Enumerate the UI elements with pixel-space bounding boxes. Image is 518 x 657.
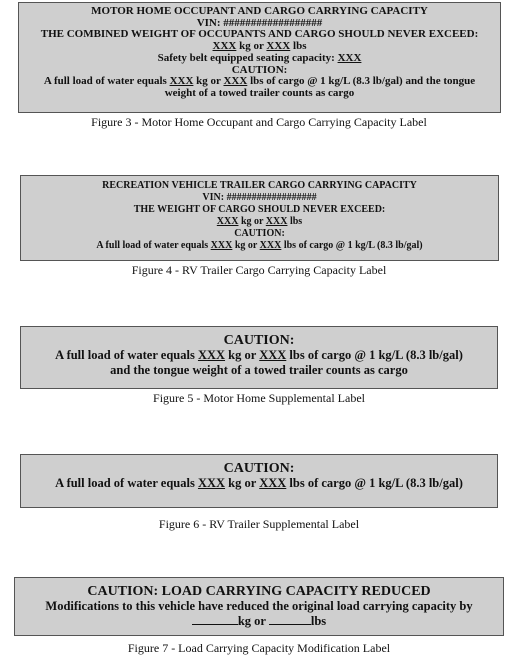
vin-label: VIN: (202, 192, 225, 203)
figure-6-caption: Figure 6 - RV Trailer Supplemental Label (158, 517, 360, 531)
tongue-weight-line: weight of a towed trailer counts as cargo (164, 86, 355, 99)
capacity-values-line (21, 216, 498, 228)
tongue-weight-line: and the tongue weight of a towed trailer counts as cargo (110, 363, 408, 377)
water-lbs-value: XXX (259, 476, 287, 490)
motor-home-capacity-label (18, 2, 501, 113)
caution-heading: CAUTION: (223, 461, 295, 476)
motor-home-supplemental-label (20, 326, 498, 389)
kg-or-text: kg or (239, 40, 264, 53)
water-lbs-value: XXX (259, 348, 287, 362)
vin-label: VIN: (196, 16, 221, 29)
water-suffix: lbs of cargo @ 1 kg/L (8.3 lb/gal) (289, 348, 463, 362)
water-lbs-value: XXX (259, 240, 282, 251)
figure-7-caption: Figure 7 - Load Carrying Capacity Modification Label (127, 641, 391, 655)
water-suffix: lbs of cargo @ 1 kg/L (8.3 lb/gal) and the tongue (250, 75, 476, 88)
kg-or-text: kg or (240, 216, 264, 227)
lbs-unit: lbs (310, 614, 327, 628)
water-load-line (21, 240, 498, 252)
vin-value: ################## (223, 16, 323, 29)
caution-heading: CAUTION: (231, 63, 288, 76)
reduction-values-line (15, 614, 503, 629)
water-prefix: A full load of water equals (43, 75, 167, 88)
figure-4-caption: Figure 4 - RV Trailer Cargo Carrying Capacity Label (131, 263, 387, 277)
seating-capacity-line (19, 53, 500, 65)
modification-notice: Modifications to this vehicle have reduced the original load carrying capacity by (45, 599, 473, 613)
capacity-kg-value: XXX (212, 40, 237, 53)
never-exceed-heading: THE WEIGHT OF CARGO SHOULD NEVER EXCEED: (133, 204, 386, 215)
water-kg-value: XXX (197, 476, 226, 490)
label-title: MOTOR HOME OCCUPANT AND CARGO CARRYING CAPACITY (91, 5, 428, 17)
water-kg-or: kg or (196, 75, 221, 88)
water-kg-or: kg or (228, 476, 257, 490)
rv-trailer-supplemental-label (20, 454, 498, 508)
capacity-kg-value: XXX (216, 216, 239, 227)
caution-heading: CAUTION: (223, 333, 295, 348)
vin-line (21, 192, 498, 204)
water-load-line (21, 476, 497, 491)
water-kg-value: XXX (210, 240, 233, 251)
seating-label: Safety belt equipped seating capacity: (157, 51, 335, 64)
kg-blank-line (192, 623, 238, 625)
capacity-lbs-value: XXX (266, 40, 291, 53)
water-lbs-value: XXX (223, 75, 248, 88)
water-kg-or: kg or (234, 240, 258, 251)
label-title: RECREATION VEHICLE TRAILER CARGO CARRYING CAPACITY (102, 180, 417, 191)
water-prefix: A full load of water equals (55, 476, 195, 490)
water-kg-or: kg or (228, 348, 257, 362)
label-title: CAUTION: LOAD CARRYING CAPACITY REDUCED (87, 584, 431, 599)
kg-or-text: kg or (237, 614, 266, 628)
lbs-unit: lbs (289, 216, 303, 227)
water-kg-value: XXX (197, 348, 226, 362)
water-load-line (21, 348, 497, 363)
capacity-lbs-value: XXX (265, 216, 288, 227)
seating-value: XXX (337, 51, 362, 64)
water-prefix: A full load of water equals (96, 240, 209, 251)
figure-5-caption: Figure 5 - Motor Home Supplemental Label (153, 391, 365, 405)
capacity-modification-label (14, 577, 504, 636)
water-prefix: A full load of water equals (55, 348, 195, 362)
rv-trailer-capacity-label (20, 175, 499, 261)
figure-3-caption: Figure 3 - Motor Home Occupant and Cargo Carrying Capacity Label (91, 115, 427, 129)
vin-value: ################## (226, 192, 317, 203)
water-suffix: lbs of cargo @ 1 kg/L (8.3 lb/gal) (283, 240, 423, 251)
never-exceed-heading: THE COMBINED WEIGHT OF OCCUPANTS AND CARGO SHOULD NEVER EXCEED: (40, 28, 479, 41)
lbs-blank-line (269, 623, 311, 625)
water-suffix: lbs of cargo @ 1 kg/L (8.3 lb/gal) (289, 476, 463, 490)
lbs-unit: lbs (293, 40, 307, 53)
caution-heading: CAUTION: (234, 228, 285, 239)
water-kg-value: XXX (169, 75, 194, 88)
